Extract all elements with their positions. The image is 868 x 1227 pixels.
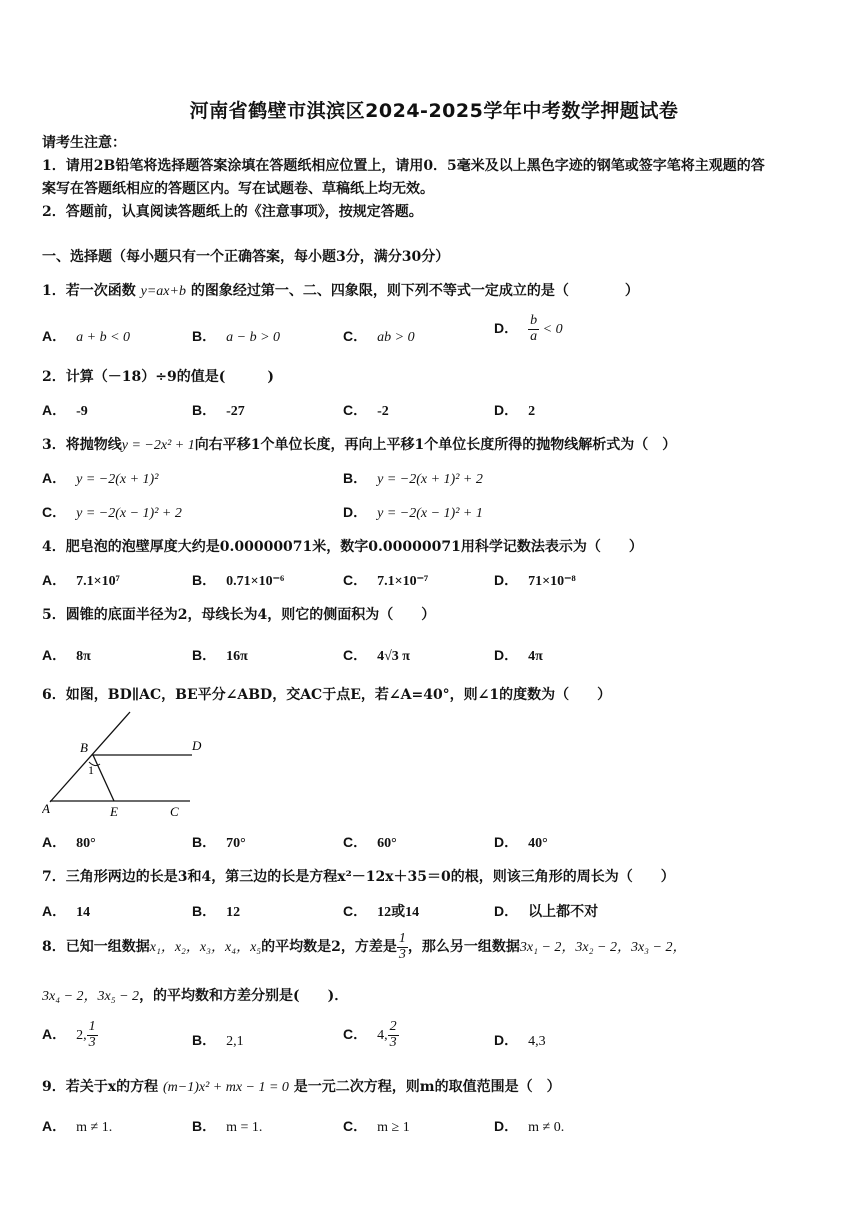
q8-variables: x₁，x₂，x₃，x₄，x₅ <box>149 940 262 956</box>
option-label: C． <box>343 402 368 418</box>
option-label: B． <box>192 1032 217 1048</box>
option-value: 2, <box>76 1028 87 1044</box>
question-8-line-1 <box>42 932 687 962</box>
q9-option-d[interactable] <box>494 1116 564 1136</box>
option-value: 60° <box>377 836 397 851</box>
option-label: A． <box>42 1118 67 1134</box>
notice-line-1b: 案写在答题纸相应的答题区内。写在试题卷、草稿纸上均无效。 <box>42 181 434 197</box>
option-label: C． <box>343 328 368 344</box>
option-value: 8π <box>76 649 91 664</box>
option-value: 0.71×10⁻⁶ <box>226 574 285 589</box>
option-label: C． <box>343 1026 368 1043</box>
geometry-figure <box>42 710 212 822</box>
option-value: 70° <box>226 836 246 851</box>
option-label: D． <box>494 834 519 850</box>
q8-text-d: ，的平均数和方差分别是( )． <box>139 988 349 1004</box>
question-9 <box>42 1076 561 1096</box>
option-label: D． <box>494 402 519 418</box>
q9-option-c[interactable] <box>343 1116 410 1136</box>
fraction-numerator: 1 <box>398 931 406 946</box>
option-label: C． <box>42 504 67 520</box>
q1-post: 的图象经过第一、二、四象限，则下列不等式一定成立的是（ ） <box>185 283 639 299</box>
q3-option-c[interactable] <box>42 502 182 522</box>
option-value: 7.1×10⁷ <box>76 574 120 589</box>
q4-option-b[interactable] <box>192 570 284 590</box>
q6-option-d[interactable] <box>494 832 548 852</box>
option-value: 4,3 <box>528 1034 546 1049</box>
q1-pre: 1．若一次函数 <box>42 283 141 299</box>
q4-option-d[interactable] <box>494 570 576 590</box>
option-label: D． <box>494 647 519 663</box>
q8-text-a: 8．已知一组数据 <box>42 939 150 956</box>
q9-option-a[interactable] <box>42 1116 112 1136</box>
line-ab-extended <box>50 712 130 802</box>
q4-option-c[interactable] <box>343 570 428 590</box>
q6-option-a[interactable] <box>42 832 96 852</box>
option-value: 2 <box>528 404 536 419</box>
q7-option-b[interactable] <box>192 901 240 921</box>
option-value: 16π <box>226 649 248 664</box>
q8-option-d[interactable] <box>494 1030 546 1050</box>
label-c: C <box>170 804 179 819</box>
option-label: C． <box>343 903 368 919</box>
label-a: A <box>42 801 50 816</box>
q9-expr: (m−1)x² + mx − 1 = 0 <box>162 1080 289 1095</box>
option-label: B． <box>192 1118 217 1134</box>
option-value: 以上都不对 <box>528 905 599 920</box>
q8-expressions-1: 3x₁ − 2，3x₂ − 2，3x₃ − 2， <box>519 940 687 956</box>
q5-option-c[interactable] <box>343 645 410 665</box>
option-label: A． <box>42 470 67 486</box>
q2-option-d[interactable] <box>494 400 535 420</box>
option-label: B． <box>192 572 217 588</box>
q9-post: 是一元二次方程，则m的取值范围是（ ） <box>288 1079 561 1095</box>
option-label: D． <box>494 903 519 919</box>
question-6: 6．如图，BD∥AC，BE平分∠ABD，交AC于点E，若∠A=40°，则∠1的度数为（ ） <box>42 687 612 703</box>
q1-option-d[interactable] <box>494 314 563 344</box>
option-value: -27 <box>226 404 245 419</box>
option-label: A． <box>42 647 67 663</box>
option-label: A． <box>42 1026 67 1043</box>
option-value: 12或14 <box>377 905 420 920</box>
q2-option-b[interactable] <box>192 400 245 420</box>
q4-option-a[interactable] <box>42 570 120 590</box>
option-label: A． <box>42 903 67 919</box>
q1-expr: y=ax+b <box>140 284 186 299</box>
q1-option-b[interactable] <box>192 326 280 346</box>
option-value: 4π <box>528 649 543 664</box>
option-value: < 0 <box>539 322 563 338</box>
option-label: C． <box>343 572 368 588</box>
question-2: 2．计算（－18）÷9的值是( ) <box>42 369 274 385</box>
option-value: 71×10⁻⁸ <box>528 574 576 589</box>
question-7: 7．三角形两边的长是3和4，第三边的长是方程x²－12x＋35＝0的根，则该三角形的周长为（ ） <box>42 869 675 885</box>
option-fraction <box>528 314 539 344</box>
option-label: D． <box>343 504 368 520</box>
option-label: B． <box>192 328 217 344</box>
q8-text-b: 的平均数是2，方差是 <box>261 939 397 956</box>
option-value: 40° <box>528 836 548 851</box>
option-value: a + b < 0 <box>76 330 131 345</box>
option-value: 2,1 <box>226 1034 244 1049</box>
option-label: B． <box>343 470 368 486</box>
option-value: m ≠ 0. <box>528 1120 565 1135</box>
q3-pre: 3．将抛物线 <box>42 437 122 453</box>
option-value: y = −2(x + 1)² <box>76 472 159 487</box>
q8-option-a[interactable] <box>42 1020 98 1050</box>
question-1 <box>42 280 639 300</box>
q8-variance-fraction <box>397 932 408 962</box>
option-value: y = −2(x − 1)² + 1 <box>377 506 483 521</box>
option-label: A． <box>42 572 67 588</box>
fraction-numerator: 1 <box>88 1019 96 1034</box>
q5-option-a[interactable] <box>42 645 91 665</box>
option-label: C． <box>343 834 368 850</box>
option-value: y = −2(x + 1)² + 2 <box>377 472 483 487</box>
question-8-line-2 <box>42 985 348 1005</box>
q1-option-c[interactable] <box>343 326 415 346</box>
q8-option-c[interactable] <box>343 1020 399 1050</box>
line-be <box>93 755 114 801</box>
option-label: A． <box>42 328 67 344</box>
page-title: 河南省鹤壁市淇滨区2024-2025学年中考数学押题试卷 <box>189 100 679 122</box>
option-label: B． <box>192 834 217 850</box>
label-angle-1: 1 <box>88 763 94 777</box>
option-label: C． <box>343 1118 368 1134</box>
label-d: D <box>192 738 202 753</box>
option-value: 14 <box>76 905 91 920</box>
q3-option-b[interactable] <box>343 468 483 488</box>
fraction-numerator: b <box>530 313 538 328</box>
option-fraction <box>87 1020 98 1050</box>
q8-option-b[interactable] <box>192 1030 244 1050</box>
q3-post: 向右平移1个单位长度，再向上平移1个单位长度所得的抛物线解析式为（ ） <box>194 437 677 453</box>
q3-option-d[interactable] <box>343 502 483 522</box>
fraction-denominator: 3 <box>398 946 406 962</box>
q8-expressions-2: 3x₄ − 2，3x₅ − 2 <box>42 989 140 1004</box>
notice-line-2: 2．答题前，认真阅读答题纸上的《注意事项》，按规定答题。 <box>42 204 423 220</box>
q7-option-a[interactable] <box>42 901 90 921</box>
option-value: m ≥ 1 <box>377 1120 410 1135</box>
option-label: A． <box>42 402 67 418</box>
notice-line-1a: 1．请用2B铅笔将选择题答案涂填在答题纸相应位置上，请用0．5毫米及以上黑色字迹的钢笔或签字笔将主观题的答 <box>42 158 765 174</box>
section-heading: 一、选择题（每小题只有一个正确答案，每小题3分，满分30分） <box>42 249 450 265</box>
option-label: C． <box>343 647 368 663</box>
q5-option-d[interactable] <box>494 645 543 665</box>
fraction-denominator: a <box>530 328 538 344</box>
option-value: ab > 0 <box>377 330 415 345</box>
option-label: D． <box>494 320 519 337</box>
option-value: y = −2(x − 1)² + 2 <box>76 506 182 521</box>
option-label: A． <box>42 834 67 850</box>
question-3 <box>42 434 676 454</box>
fraction-numerator: 2 <box>389 1019 397 1034</box>
q2-option-a[interactable] <box>42 400 88 420</box>
option-fraction <box>388 1020 399 1050</box>
q5-option-b[interactable] <box>192 645 248 665</box>
option-label: B． <box>192 402 217 418</box>
label-e: E <box>110 804 118 819</box>
option-value: m ≠ 1. <box>76 1120 113 1135</box>
q6-option-b[interactable] <box>192 832 246 852</box>
q9-pre: 9．若关于x的方程 <box>42 1079 163 1095</box>
fraction-denominator: 3 <box>88 1034 96 1050</box>
q3-expr: y = −2x² + 1 <box>121 438 195 453</box>
option-value: 80° <box>76 836 96 851</box>
label-b: B <box>80 740 88 755</box>
q7-option-c[interactable] <box>343 901 419 921</box>
option-value: m = 1. <box>226 1120 263 1135</box>
fraction-denominator: 3 <box>389 1034 397 1050</box>
q1-option-a[interactable] <box>42 326 130 346</box>
option-label: B． <box>192 903 217 919</box>
option-value: -2 <box>377 404 389 419</box>
notice-heading: 请考生注意： <box>42 135 126 151</box>
q8-text-c: ，那么另一组数据 <box>407 939 520 956</box>
option-label: D． <box>494 1118 519 1134</box>
option-label: B． <box>192 647 217 663</box>
q2-option-c[interactable] <box>343 400 389 420</box>
option-label: D． <box>494 1032 519 1048</box>
option-value: 4√3 π <box>377 649 410 664</box>
q6-option-c[interactable] <box>343 832 397 852</box>
q9-option-b[interactable] <box>192 1116 262 1136</box>
q3-option-a[interactable] <box>42 468 158 488</box>
question-5: 5．圆锥的底面半径为2，母线长为4，则它的侧面积为（ ） <box>42 607 436 623</box>
option-value: a − b > 0 <box>226 330 281 345</box>
option-value: 7.1×10⁻⁷ <box>377 574 429 589</box>
option-value: 12 <box>226 905 241 920</box>
option-value: -9 <box>76 404 88 419</box>
option-label: D． <box>494 572 519 588</box>
option-value: 4, <box>377 1028 388 1044</box>
q7-option-d[interactable] <box>494 901 598 921</box>
question-4: 4．肥皂泡的泡壁厚度大约是0.00000071米，数字0.00000071用科学记数法表示为（ ） <box>42 539 643 555</box>
